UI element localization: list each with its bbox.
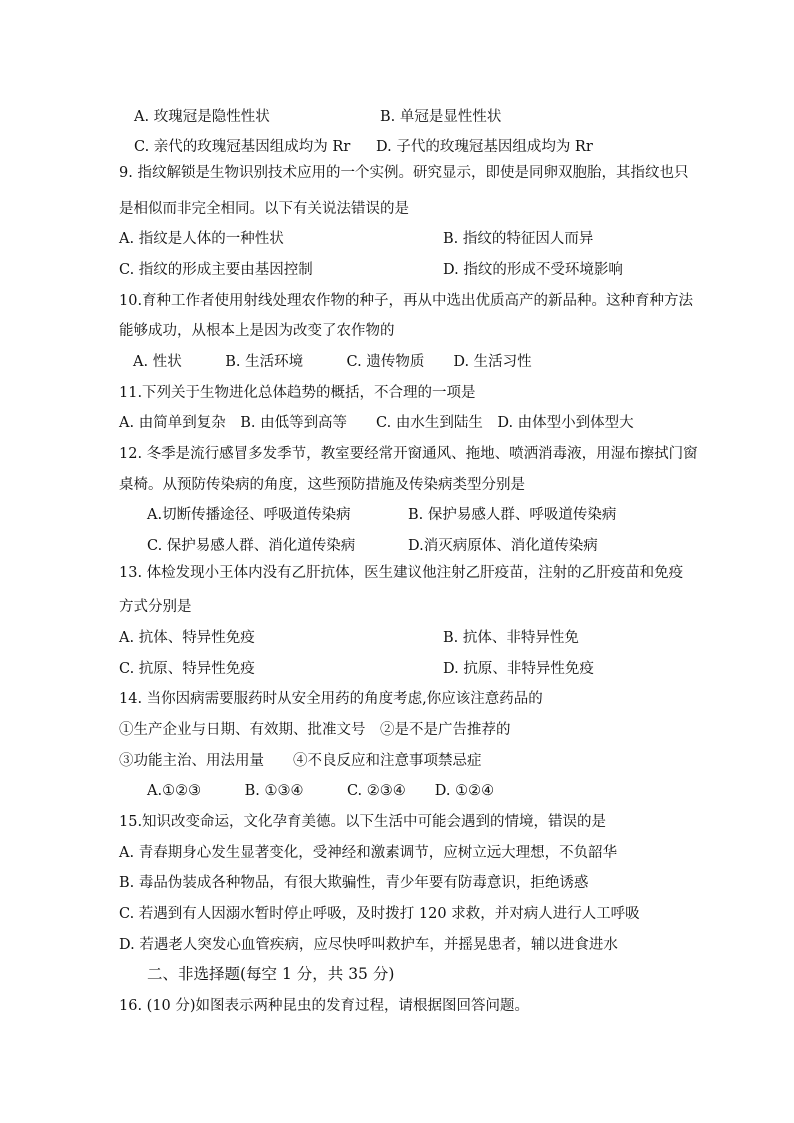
q15-option-c: C. 若遇到有人因溺水暂时停止呼吸，及时拨打 120 求救，并对病人进行人工呼吸 xyxy=(119,906,640,922)
q8-option-d: D. 子代的玫瑰冠基因组成均为 Rr xyxy=(376,139,593,155)
q9-option-c: C. 指纹的形成主要由基因控制 xyxy=(119,262,313,278)
q13-option-a: A. 抗体、特异性免疫 xyxy=(119,630,255,646)
q12-option-a: A.切断传播途径、呼吸道传染病 xyxy=(147,507,351,523)
q8-option-b: B. 单冠是显性性状 xyxy=(380,109,502,125)
q11-options: A. 由简单到复杂 B. 由低等到高等 C. 由水生到陆生 D. 由体型小到体型大 xyxy=(119,415,634,431)
q12-option-d: D.消灭病原体、消化道传染病 xyxy=(408,538,598,554)
q9-stem-line2: 是相似而非完全相同。以下有关说法错误的是 xyxy=(119,201,409,217)
q13-option-d: D. 抗原、非特异性免疫 xyxy=(443,661,594,677)
section-heading: 二、非选择题(每空 1 分，共 35 分) xyxy=(147,965,395,983)
q11-stem: 11.下列关于生物进化总体趋势的概括，不合理的一项是 xyxy=(119,385,476,401)
q13-stem-line1: 13. 体检发现小王体内没有乙肝抗体，医生建议他注射乙肝疫苗，注射的乙肝疫苗和免疫 xyxy=(119,565,684,581)
q13-stem-line2: 方式分别是 xyxy=(119,599,192,615)
q15-option-b: B. 毒品伪装成各种物品，有很大欺骗性，青少年要有防毒意识，拒绝诱惑 xyxy=(119,875,589,891)
q12-stem-line1: 12. 冬季是流行感冒多发季节，教室要经常开窗通风、拖地、喷洒消毒液，用湿布擦拭门窗 xyxy=(119,446,698,462)
q10-options: A. 性状 B. 生活环境 C. 遗传物质 D. 生活习性 xyxy=(133,354,532,370)
q14-stem: 14. 当你因病需要服药时从安全用药的角度考虑,你应该注意药品的 xyxy=(119,691,543,707)
q8-option-c: C. 亲代的玫瑰冠基因组成均为 Rr xyxy=(134,139,351,155)
q16-stem: 16. (10 分)如图表示两种昆虫的发育过程，请根据图回答问题。 xyxy=(119,998,530,1014)
q14-options: A.①②③ B. ①③④ C. ②③④ D. ①②④ xyxy=(147,783,495,799)
q12-stem-line2: 桌椅。从预防传染病的角度，这些预防措施及传染病类型分别是 xyxy=(119,477,525,493)
q9-stem-line1: 9. 指纹解锁是生物识别技术应用的一个实例。研究显示，即使是同卵双胞胎，其指纹也只 xyxy=(119,165,689,181)
q15-option-d: D. 若遇老人突发心血管疾病，应尽快呼叫救护车，并摇晃患者，辅以进食进水 xyxy=(119,937,618,953)
q10-stem-line1: 10.育种工作者使用射线处理农作物的种子，再从中选出优质高产的新品种。这种育种方法 xyxy=(119,293,694,309)
q12-option-b: B. 保护易感人群、呼吸道传染病 xyxy=(408,507,617,523)
q14-items-line1: ①生产企业与日期、有效期、批准文号 ②是不是广告推荐的 xyxy=(119,722,511,738)
q15-option-a: A. 青春期身心发生显著变化，受神经和激素调节，应树立远大理想，不负韶华 xyxy=(119,845,618,861)
q8-option-a: A. 玫瑰冠是隐性性状 xyxy=(134,109,270,125)
q14-items-line2: ③功能主治、用法用量 ④不良反应和注意事项禁忌症 xyxy=(119,753,482,769)
q9-option-b: B. 指纹的特征因人而异 xyxy=(443,231,594,247)
q9-option-d: D. 指纹的形成不受环境影响 xyxy=(443,262,623,278)
q13-option-b: B. 抗体、非特异性免 xyxy=(443,630,579,646)
q12-option-c: C. 保护易感人群、消化道传染病 xyxy=(147,538,356,554)
q15-stem: 15.知识改变命运，文化孕育美德。以下生活中可能会遇到的情境，错误的是 xyxy=(119,814,607,830)
q13-option-c: C. 抗原、特异性免疫 xyxy=(119,661,255,677)
q9-option-a: A. 指纹是人体的一种性状 xyxy=(119,231,284,247)
q10-stem-line2: 能够成功，从根本上是因为改变了农作物的 xyxy=(119,323,395,339)
